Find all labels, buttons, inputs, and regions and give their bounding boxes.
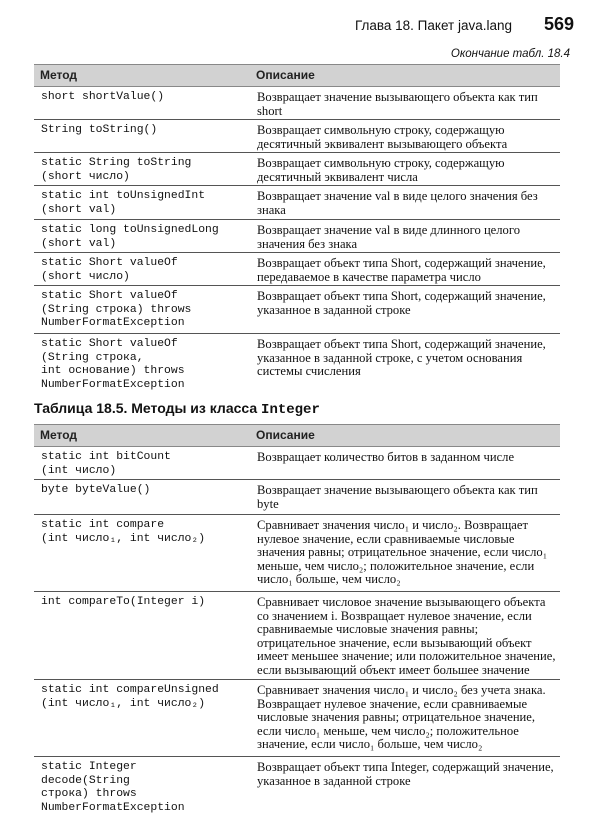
table-title-text: Таблица 18.5. Методы из класса: [34, 400, 262, 416]
table-row: [34, 286, 560, 334]
method-description: Возвращает символьную строку, содержащую десятичный эквивалент вызывающего объекта: [257, 123, 508, 151]
method-description: Возвращает количество битов в заданном числе: [257, 450, 515, 464]
method-description: Возвращает объект типа Short, содержащий значение, указанное в заданной строке: [257, 289, 546, 317]
method-signature: static int compareUnsigned (int число₁, int число₂): [41, 684, 219, 710]
table-row: [34, 757, 560, 819]
column-header-description: Описание: [256, 428, 315, 442]
method-signature: static Short valueOf (String строка) throws NumberFormatException: [41, 290, 192, 330]
table-row: [34, 592, 560, 680]
method-description: Возвращает объект типа Short, содержащий значение, передаваемое в качестве параметра число: [257, 256, 546, 284]
table-row: [34, 153, 560, 186]
table-row: [34, 447, 560, 480]
method-description: Возвращает значение val в виде целого значения без знака: [257, 189, 538, 217]
table-row: [34, 334, 560, 394]
page-header: [30, 14, 578, 38]
table-row: [34, 480, 560, 515]
method-description: Сравнивает числовое значение вызывающего объекта со значением i. Возвращает нулевое значение, если сравниваемые числовые значения равны; отрицательное значение, если вызывающий объект имеет меньшее значение; или положительное значение, если вызывающий объект имеет большее значение: [257, 595, 556, 677]
method-description: Возвращает значение val в виде длинного целого значения без знака: [257, 223, 520, 251]
method-signature: byte byteValue(): [41, 484, 151, 496]
method-signature: static Short valueOf (short число): [41, 257, 178, 283]
method-description: Возвращает объект типа Integer, содержащий значение, указанное в заданной строке: [257, 760, 554, 788]
method-signature: static int toUnsignedInt (short val): [41, 190, 206, 216]
table-continuation-caption: Окончание табл. 18.4: [450, 48, 570, 60]
method-description: Возвращает символьную строку, содержащую десятичный эквивалент числа: [257, 156, 505, 184]
table-18-4: [34, 64, 560, 394]
method-signature: int compareTo(Integer i): [41, 596, 206, 608]
method-description: Сравнивает значения число₁ и число₂. Возвращает нулевое значение, если сравниваемые числовые значения равны; отрицательное значение, если число₁ меньше, чем число₂; положительное значение, если число₁ больше, чем число₂: [257, 518, 548, 587]
table-header: [34, 64, 560, 87]
column-header-method: Метод: [40, 428, 78, 442]
table-row: [34, 515, 560, 592]
table-row: [34, 253, 560, 286]
method-description: Возвращает значение вызывающего объекта как тип short: [257, 90, 538, 118]
method-signature: static Short valueOf (String строка, int основание) throws NumberFormatException: [41, 338, 185, 391]
table-title-class-name: Integer: [261, 402, 320, 418]
method-description: Сравнивает значения число₁ и число₂ без учета знака. Возвращает нулевое значение, если сравниваемые числовые значения равны; отрицательное значение, если число₁ меньше, чем число₂; положительное значение, если число₁ больше, чем число₂: [257, 683, 546, 752]
method-signature: String toString(): [41, 124, 158, 136]
column-header-description: Описание: [256, 68, 315, 82]
table-row: [34, 680, 560, 757]
table-18-5-title: [34, 400, 320, 418]
table-row: [34, 186, 560, 220]
column-header-method: Метод: [40, 68, 78, 82]
method-description: Возвращает объект типа Short, содержащий значение, указанное в заданной строке, с учетом основания системы счисления: [257, 337, 546, 379]
method-signature: static String toString (short число): [41, 157, 192, 183]
page-number: 569: [543, 14, 574, 34]
table-row: [34, 87, 560, 120]
chapter-title: Глава 18. Пакет java.lang: [354, 18, 512, 33]
table-header: [34, 424, 560, 447]
method-signature: short shortValue(): [41, 91, 165, 103]
table-row: [34, 120, 560, 153]
table-row: [34, 220, 560, 253]
method-signature: static Integer decode(String строка) throws NumberFormatException: [41, 761, 185, 814]
method-signature: static long toUnsignedLong (short val): [41, 224, 219, 250]
method-signature: static int compare (int число₁, int число₂): [41, 519, 206, 545]
method-signature: static int bitCount (int число): [41, 451, 171, 477]
method-description: Возвращает значение вызывающего объекта как тип byte: [257, 483, 538, 511]
table-18-5: [34, 424, 560, 819]
